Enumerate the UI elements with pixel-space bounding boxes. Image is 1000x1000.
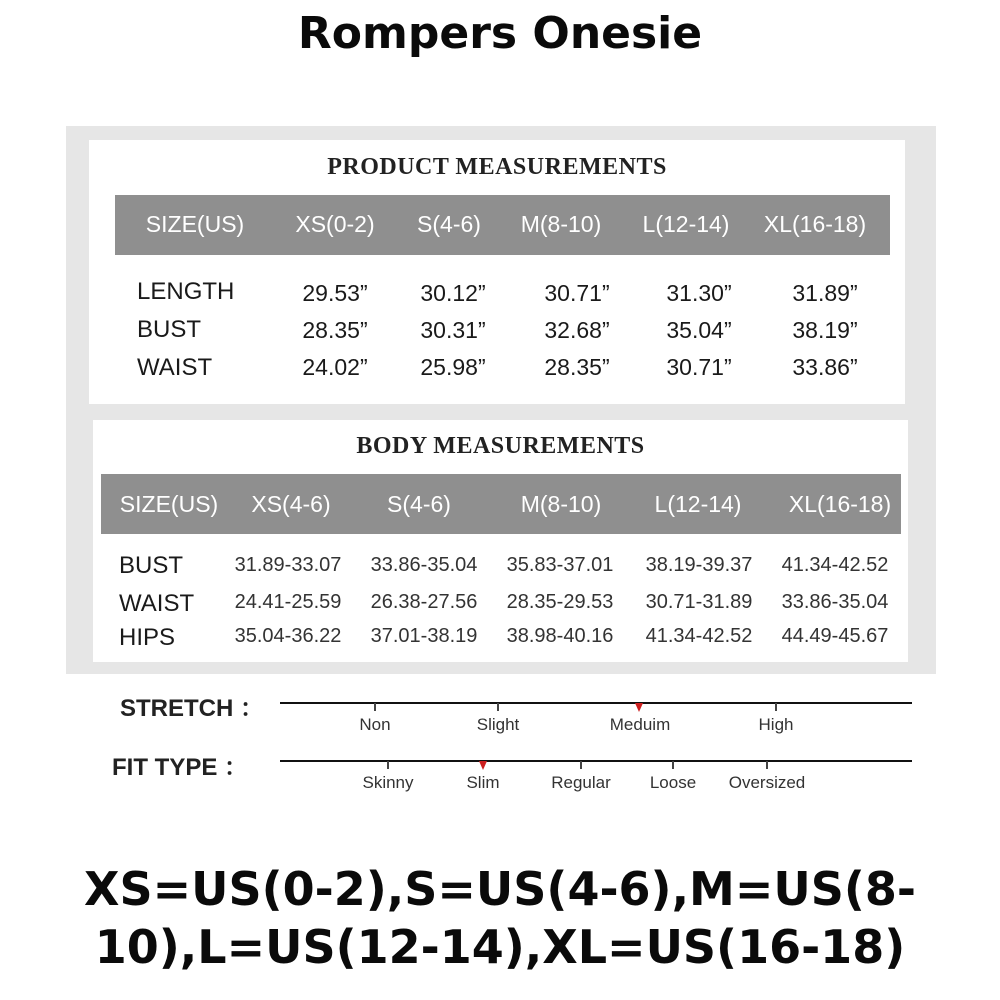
page-title: Rompers Onesie	[297, 8, 703, 59]
table-cell: 28.35”	[302, 317, 368, 343]
table-cell: 26.38-27.56	[370, 591, 478, 613]
header-cell: M(8-10)	[520, 491, 602, 517]
table-cell: 33.86-35.04	[370, 554, 478, 576]
product-measurements-heading: PRODUCT MEASUREMENTS	[327, 154, 667, 180]
table-cell: 38.19”	[792, 317, 858, 343]
row-label-waist: WAIST	[137, 354, 213, 381]
size-mapping-note	[0, 860, 1000, 976]
table-cell: 28.35”	[544, 354, 610, 380]
fit-option-skinny: Skinny	[362, 773, 414, 792]
row-label-length: LENGTH	[137, 278, 235, 305]
fit-option-slim: Slim	[466, 773, 500, 792]
table-cell: 24.02”	[302, 354, 368, 380]
body-header-row	[101, 474, 901, 534]
table-cell: 35.83-37.01	[506, 554, 614, 576]
table-cell: 30.71”	[666, 354, 732, 380]
header-cell: L(12-14)	[642, 211, 730, 237]
table-cell: 31.30”	[666, 280, 732, 306]
fit-option-loose: Loose	[649, 773, 697, 792]
table-cell: 35.04-36.22	[234, 625, 342, 647]
row-label-bust: BUST	[137, 316, 202, 343]
row-label-hips: HIPS	[119, 624, 176, 651]
table-cell: 41.34-42.52	[645, 625, 753, 647]
header-cell: SIZE(US)	[145, 211, 245, 237]
header-cell: S(4-6)	[387, 491, 451, 517]
table-cell: 30.12”	[420, 280, 486, 306]
table-cell: 30.71-31.89	[645, 591, 753, 613]
fit-option-oversized: Oversized	[728, 773, 806, 792]
stretch-tick	[497, 703, 499, 711]
table-cell: 25.98”	[420, 354, 486, 380]
body-measurements-heading: BODY MEASUREMENTS	[356, 433, 645, 459]
table-cell: 38.19-39.37	[645, 554, 753, 576]
header-cell: M(8-10)	[520, 211, 602, 237]
fit-option-regular: Regular	[551, 773, 611, 792]
header-cell: XS(4-6)	[251, 491, 331, 517]
table-cell: 30.71”	[544, 280, 610, 306]
stretch-label: STRETCH ：	[120, 695, 264, 722]
table-cell: 28.35-29.53	[506, 591, 614, 613]
table-cell: 35.04”	[666, 317, 732, 343]
header-cell: XS(0-2)	[295, 211, 375, 237]
fit-scale-line	[280, 760, 912, 762]
stretch-option-high: High	[758, 715, 794, 734]
table-cell: 31.89-33.07	[234, 554, 342, 576]
fit-selected-marker	[479, 761, 487, 770]
fit-tick	[766, 761, 768, 769]
fit-tick	[580, 761, 582, 769]
table-cell: 29.53”	[302, 280, 368, 306]
fit-tick	[672, 761, 674, 769]
fit-tick	[387, 761, 389, 769]
table-cell: 38.98-40.16	[506, 625, 614, 647]
product-measurements-panel	[89, 140, 905, 404]
stretch-option-slight: Slight	[476, 715, 520, 734]
header-cell: SIZE(US)	[119, 491, 219, 517]
table-cell: 30.31”	[420, 317, 486, 343]
table-cell: 41.34-42.52	[781, 554, 889, 576]
stretch-option-non: Non	[359, 715, 391, 734]
stretch-tick	[374, 703, 376, 711]
table-cell: 37.01-38.19	[370, 625, 478, 647]
table-cell: 33.86-35.04	[781, 591, 889, 613]
header-cell: XL(16-18)	[788, 491, 892, 517]
table-cell: 31.89”	[792, 280, 858, 306]
table-cell: 24.41-25.59	[234, 591, 342, 613]
header-cell: XL(16-18)	[763, 211, 867, 237]
row-label-bust: BUST	[119, 552, 184, 579]
stretch-option-medium: Meduim	[609, 715, 671, 734]
stretch-selected-marker	[635, 703, 643, 712]
header-cell: L(12-14)	[654, 491, 742, 517]
size-mapping-line-1: XS=US(0-2),S=US(4-6),M=US(8-	[84, 862, 916, 916]
stretch-tick	[775, 703, 777, 711]
size-mapping-line-2: 10),L=US(12-14),XL=US(16-18)	[94, 920, 906, 974]
row-label-waist: WAIST	[119, 590, 195, 617]
body-measurements-panel	[93, 420, 908, 662]
table-cell: 32.68”	[544, 317, 610, 343]
product-header-row	[115, 195, 890, 255]
table-cell: 33.86”	[792, 354, 858, 380]
table-cell: 44.49-45.67	[781, 625, 889, 647]
fit-type-label: FIT TYPE ：	[112, 754, 249, 781]
header-cell: S(4-6)	[417, 211, 481, 237]
